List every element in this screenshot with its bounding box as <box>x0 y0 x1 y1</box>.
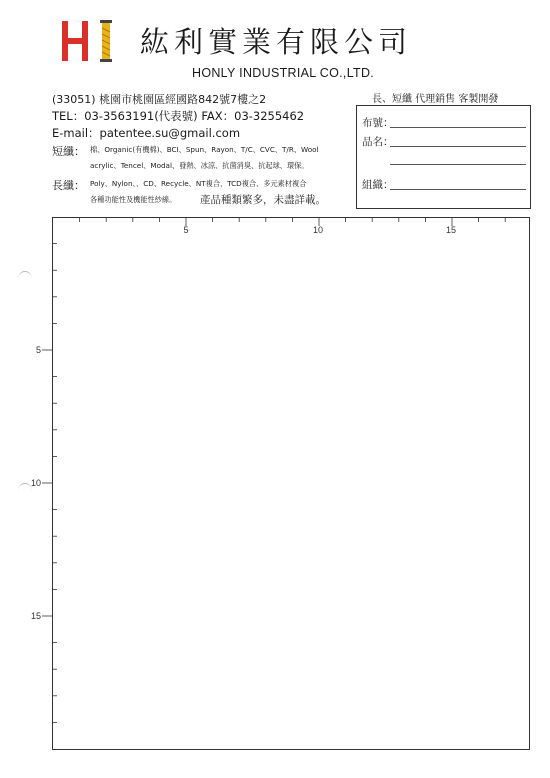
product-name-field-2[interactable] <box>390 164 526 165</box>
short-fiber-list-2: acrylic、Tencel、Modal、發熱、冰涼、抗菌消臭、抗起球、環保。 <box>90 161 309 170</box>
long-fiber-list-1: Poly、Nylon、、CD、Recycle、NT複合、TCD複合、多元素材複合 <box>90 179 307 188</box>
product-name-field[interactable] <box>390 146 526 147</box>
swatch-area <box>52 217 530 750</box>
company-name-zh: 紘利實業有限公司 <box>140 25 413 59</box>
left-ruler-label-5: 5 <box>36 345 42 355</box>
phone-fax: TEL：03-3563191(代表號) FAX：03-3255462 <box>52 109 305 123</box>
short-fiber-label: 短纖： <box>52 145 85 158</box>
composition-field[interactable] <box>390 189 526 190</box>
short-fiber-list-1: 棉、Organic(有機棉)、BCI、Spun、Rayon、T/C、CVC、T/R、Wool <box>90 145 319 154</box>
top-ruler-label-10: 10 <box>312 225 324 235</box>
service-title: 長、短纖 代理銷售 客製開發 <box>372 94 499 105</box>
email: E-mail：patentee.su@gmail.com <box>52 126 241 140</box>
left-ruler-label-10: 10 <box>31 478 42 488</box>
punch-hole-mark <box>18 483 32 498</box>
company-logo <box>60 18 120 66</box>
tagline: 產品種類繁多，未盡詳載。 <box>200 194 326 206</box>
composition-label: 組織： <box>362 179 394 191</box>
company-name-en: HONLY INDUSTRIAL CO.,LTD. <box>192 66 375 80</box>
address: (33051) 桃園市桃園區經國路842號7樓之2 <box>52 93 267 106</box>
punch-hole-mark <box>18 271 32 286</box>
long-fiber-list-2: 各種功能性及機能性紗線。 <box>90 195 177 204</box>
cloth-number-label: 布號： <box>362 117 394 129</box>
top-ruler-label-15: 15 <box>445 225 457 235</box>
cloth-number-field[interactable] <box>390 127 526 128</box>
product-name-label: 品名： <box>362 136 394 148</box>
left-ruler-label-15: 15 <box>31 611 42 621</box>
long-fiber-label: 長纖： <box>52 179 85 192</box>
top-ruler-label-5: 5 <box>183 225 189 235</box>
